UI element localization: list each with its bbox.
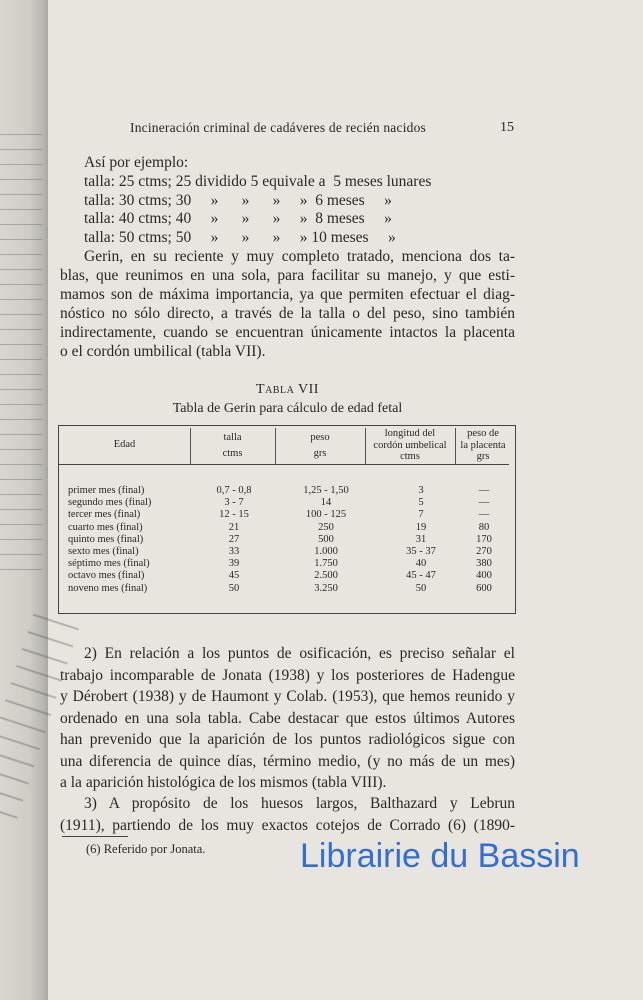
footnote-rule bbox=[62, 836, 128, 837]
row-label: noveno mes (final) bbox=[68, 582, 148, 594]
table-cell: 27 bbox=[228, 533, 240, 545]
text-line: 3) A propósito de los huesos largos, Balthazard y Lebrun bbox=[84, 795, 515, 812]
example-line: talla: 40 ctms; 40 » » » » 8 meses » bbox=[84, 210, 392, 228]
text-line: trabajo incomparable de Jonata (1938) y los posteriores de Hadengue bbox=[60, 666, 515, 684]
table-cell: 50 bbox=[228, 582, 240, 594]
table-cell: 1.000 bbox=[314, 546, 338, 557]
column-header: ctms bbox=[222, 448, 243, 459]
column-header: grs bbox=[313, 448, 327, 459]
column-header: Edad bbox=[113, 439, 136, 450]
table-cell: 3.250 bbox=[314, 582, 338, 594]
row-label: octavo mes (final) bbox=[68, 570, 145, 582]
table-cell: 1.750 bbox=[314, 558, 338, 570]
text-line: ordenado en una sola tabla. Cabe destacar que estos últimos Autores bbox=[60, 709, 515, 727]
table-cell: 1,25 - 1,50 bbox=[303, 485, 349, 496]
table-cell: 3 bbox=[418, 485, 424, 496]
table-cell: 39 bbox=[228, 558, 240, 570]
table-cell: 40 bbox=[415, 558, 427, 570]
text-line: una diferencia de quince días, término medio, (y no más de un mes) bbox=[60, 752, 515, 770]
text-line: blas, que reunimos en una sola, para facilitar su manejo, y que esti- bbox=[60, 266, 515, 284]
text-line: y Dérobert (1938) y de Haumont y Colab. (1953), que hemos reunido y bbox=[60, 688, 515, 705]
footnote: (6) Referido por Jonata. bbox=[86, 842, 206, 856]
intro-line: Así por ejemplo: bbox=[84, 154, 189, 171]
table-cell: 45 bbox=[228, 570, 240, 582]
column-header: cordón umbelical bbox=[373, 439, 447, 451]
column-header: peso de bbox=[467, 428, 499, 439]
table-cell: 50 bbox=[415, 582, 427, 594]
table-cell: 170 bbox=[476, 533, 492, 545]
table-cell: 35 - 37 bbox=[406, 546, 436, 557]
bleed-through-text bbox=[0, 120, 46, 600]
row-label: sexto mes (final) bbox=[68, 546, 139, 557]
row-label: cuarto mes (final) bbox=[68, 521, 143, 533]
table-cell: 100 - 125 bbox=[305, 509, 347, 521]
table-cell: 600 bbox=[476, 582, 492, 594]
gerin-table bbox=[58, 425, 516, 614]
text-line: indirectamente, cuando se encuentran únicamente intactos la placenta bbox=[60, 323, 515, 341]
row-label: primer mes (final) bbox=[68, 485, 145, 496]
row-label: tercer mes (final) bbox=[68, 509, 141, 521]
text-line: mamos son de máxima importancia, ya que permiten efectuar el diag- bbox=[60, 285, 515, 303]
text-line: a la aparición histológica de los mismos (tabla VIII). bbox=[60, 774, 387, 791]
table-cell: — bbox=[478, 509, 490, 521]
example-line: talla: 25 ctms; 25 dividido 5 equivale a 5 meses lunares bbox=[84, 173, 432, 190]
column-header: longitud del bbox=[384, 428, 436, 439]
table-title: Tabla de Gerin para cálculo de edad fetal bbox=[172, 401, 403, 416]
column-header: ctms bbox=[400, 451, 420, 462]
table-cell: 33 bbox=[228, 546, 240, 557]
text-line: nóstico no sólo directo, a través de la talla o del peso, sino también bbox=[60, 304, 515, 322]
table-label: Tabla VII bbox=[256, 382, 319, 397]
column-header: grs bbox=[476, 451, 490, 462]
table-cell: 3 - 7 bbox=[224, 497, 244, 509]
table-cell: 380 bbox=[476, 558, 492, 570]
text-line: Gerin, en su reciente y muy completo tratado, menciona dos ta- bbox=[84, 248, 515, 265]
text-line: (1911), partiendo de los muy exactos cotejos de Corrado (6) (1890- bbox=[60, 816, 515, 834]
column-header: la placenta bbox=[460, 439, 506, 451]
row-label: séptimo mes (final) bbox=[68, 558, 150, 570]
table-cell: 250 bbox=[318, 521, 334, 533]
watermark: Librairie du Bassin bbox=[300, 837, 580, 875]
table-cell: — bbox=[478, 497, 490, 509]
example-line: talla: 30 ctms; 30 » » » » 6 meses » bbox=[84, 191, 392, 209]
table-cell: 31 bbox=[415, 533, 427, 545]
table-cell: 14 bbox=[320, 497, 332, 509]
table-cell: 45 - 47 bbox=[406, 570, 436, 582]
table-cell: 21 bbox=[228, 521, 240, 533]
running-title: Incineración criminal de cadáveres de recién nacidos bbox=[130, 120, 426, 135]
row-label: quinto mes (final) bbox=[68, 533, 144, 545]
table-cell: 2.500 bbox=[314, 570, 338, 582]
column-header: peso bbox=[310, 432, 330, 443]
table-cell: 5 bbox=[418, 497, 424, 509]
text-line: han prevenido que la aparición de los puntos radiológicos sigue con bbox=[60, 731, 515, 748]
text-line: 2) En relación a los puntos de osificación, es preciso señalar el bbox=[84, 645, 515, 662]
header-divider bbox=[59, 464, 509, 465]
table-cell: 500 bbox=[318, 533, 334, 545]
column-header: talla bbox=[223, 432, 242, 443]
text-line: o el cordón umbilical (tabla VII). bbox=[60, 342, 266, 360]
table-cell: 19 bbox=[415, 521, 427, 533]
table-cell: — bbox=[478, 485, 490, 496]
table-cell: 80 bbox=[478, 521, 490, 533]
table-cell: 0,7 - 0,8 bbox=[216, 485, 252, 496]
page-number: 15 bbox=[500, 120, 514, 135]
table-cell: 12 - 15 bbox=[219, 509, 249, 521]
table-cell: 270 bbox=[476, 546, 492, 557]
table-cell: 400 bbox=[476, 570, 492, 582]
table-cell: 7 bbox=[418, 509, 424, 521]
row-label: segundo mes (final) bbox=[68, 497, 152, 509]
example-line: talla: 50 ctms; 50 » » » » 10 meses » bbox=[84, 229, 396, 247]
